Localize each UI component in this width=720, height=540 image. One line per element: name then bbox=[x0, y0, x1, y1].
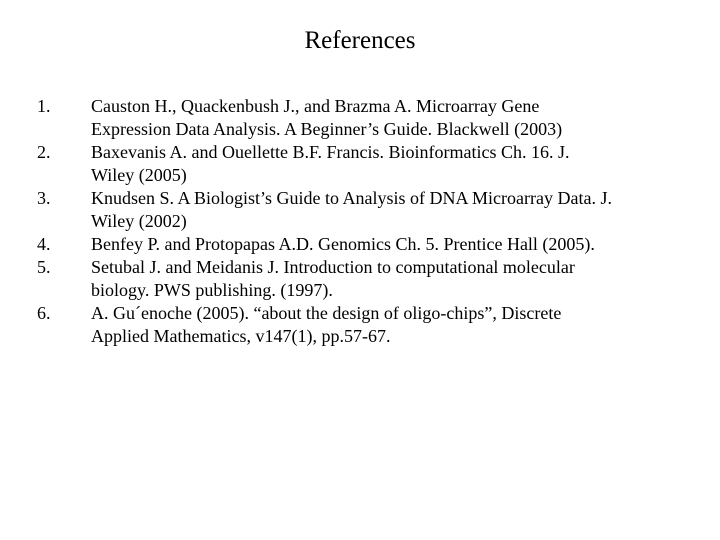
reference-number: 6. bbox=[37, 303, 51, 323]
reference-text bbox=[91, 187, 671, 233]
reference-text bbox=[91, 302, 671, 348]
reference-item bbox=[37, 256, 687, 302]
reference-line: Knudsen S. A Biologist’s Guide to Analysis of DNA Microarray Data. J. bbox=[91, 188, 612, 208]
reference-item bbox=[37, 233, 687, 256]
reference-line: Wiley (2005) bbox=[91, 165, 187, 185]
reference-list bbox=[37, 95, 687, 348]
reference-number: 2. bbox=[37, 142, 51, 162]
reference-number: 5. bbox=[37, 257, 51, 277]
reference-number: 3. bbox=[37, 188, 51, 208]
reference-text bbox=[91, 233, 671, 256]
reference-text bbox=[91, 256, 671, 302]
reference-line: Benfey P. and Protopapas A.D. Genomics Ch. 5. Prentice Hall (2005). bbox=[91, 234, 595, 254]
reference-text bbox=[91, 141, 671, 187]
reference-item bbox=[37, 302, 687, 348]
slide-title: References bbox=[304, 27, 416, 54]
reference-line: Causton H., Quackenbush J., and Brazma A. Microarray Gene bbox=[91, 96, 540, 116]
reference-number: 4. bbox=[37, 234, 51, 254]
reference-line: biology. PWS publishing. (1997). bbox=[91, 280, 333, 300]
reference-line: A. Gu´enoche (2005). “about the design of oligo-chips”, Discrete bbox=[91, 303, 562, 323]
reference-number: 1. bbox=[37, 96, 51, 116]
reference-line: Expression Data Analysis. A Beginner’s Guide. Blackwell (2003) bbox=[91, 119, 563, 139]
reference-line: Applied Mathematics, v147(1), pp.57-67. bbox=[91, 326, 391, 346]
reference-line: Baxevanis A. and Ouellette B.F. Francis. Bioinformatics Ch. 16. J. bbox=[91, 142, 570, 162]
reference-line: Wiley (2002) bbox=[91, 211, 187, 231]
reference-text bbox=[91, 95, 671, 141]
reference-item bbox=[37, 187, 687, 233]
reference-item bbox=[37, 141, 687, 187]
reference-item bbox=[37, 95, 687, 141]
reference-line: Setubal J. and Meidanis J. Introduction to computational molecular bbox=[91, 257, 575, 277]
